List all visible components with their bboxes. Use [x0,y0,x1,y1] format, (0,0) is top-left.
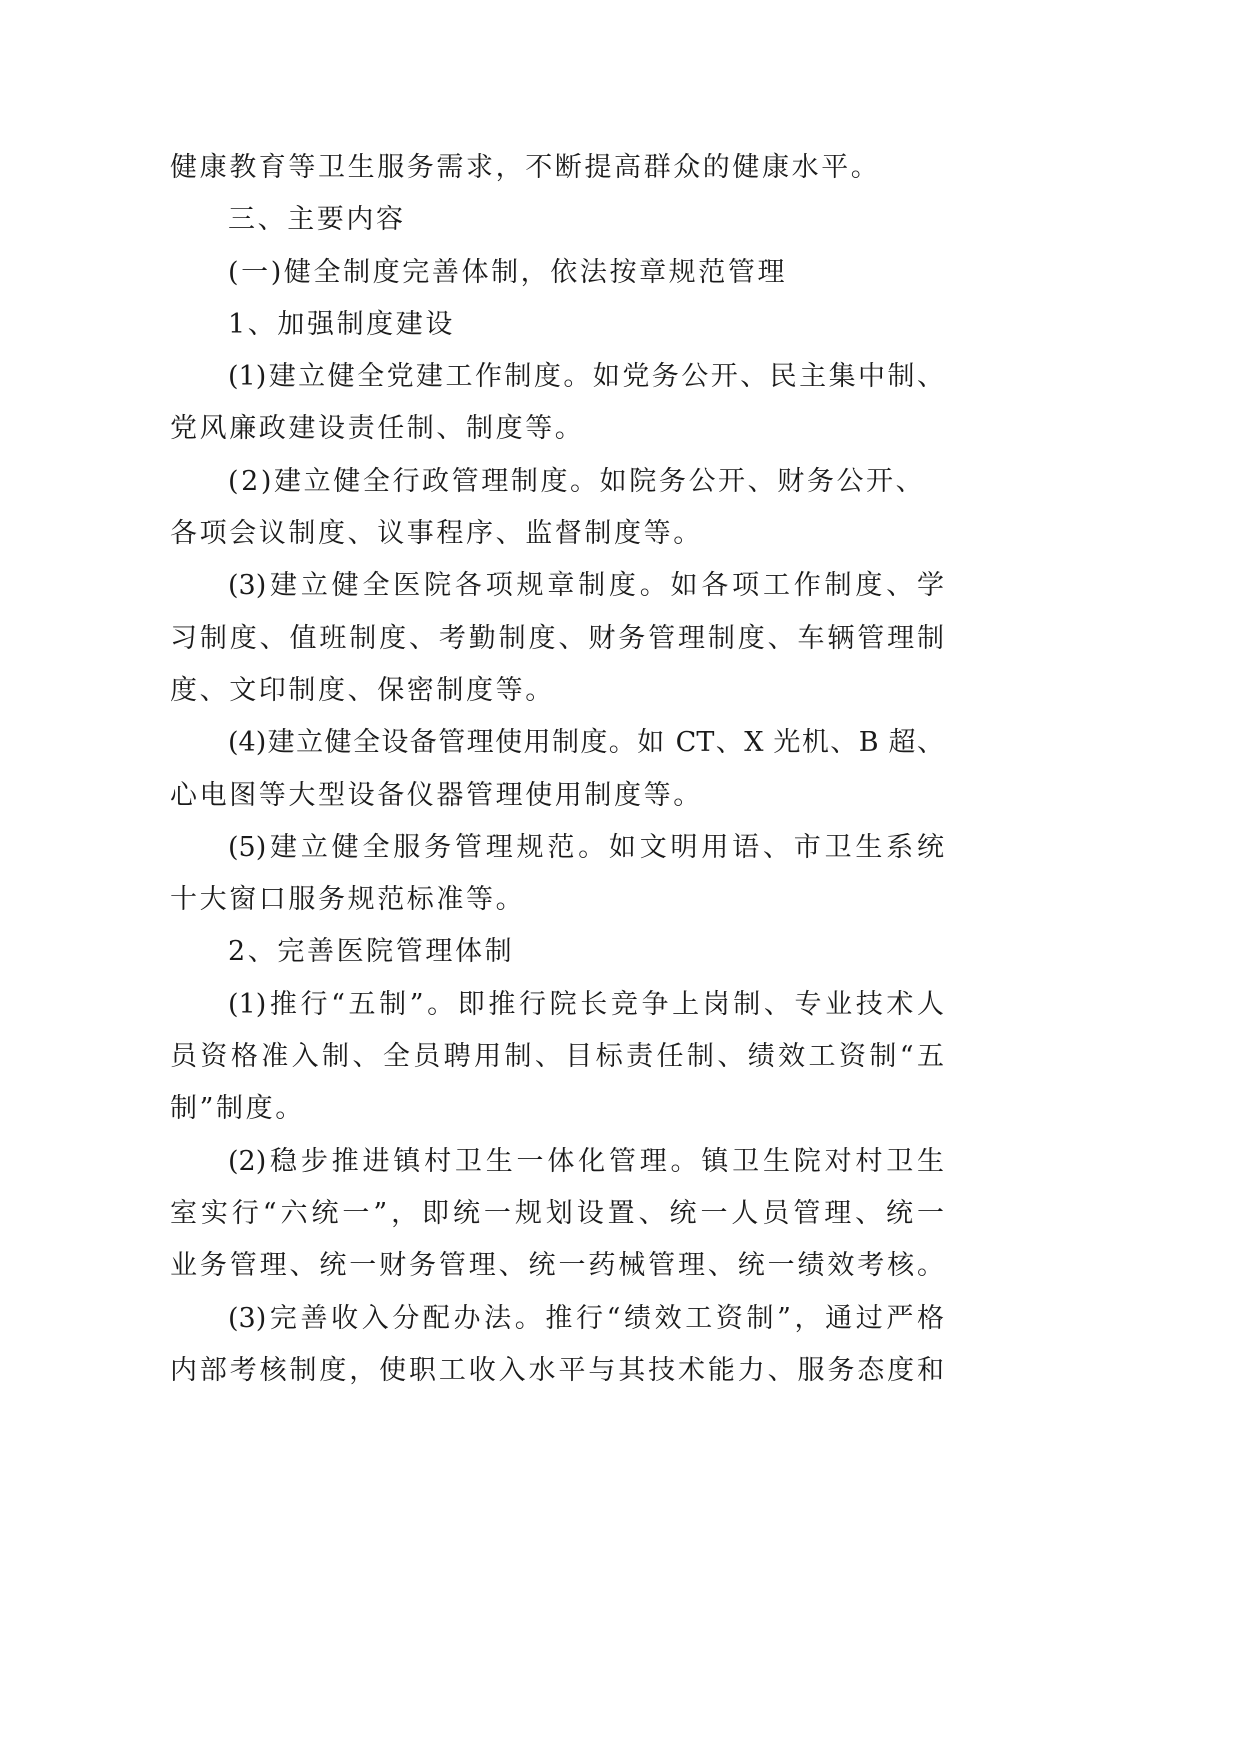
paragraph-line: (4)建立健全设备管理使用制度。如 CT、X 光机、B 超、 [228,727,944,759]
paragraph-line: 室实行“六统一”，即统一规划设置、统一人员管理、统一 [170,1197,944,1229]
paragraph-line: 制”制度。 [170,1093,305,1125]
subsection-heading: (一)健全制度完善体制，依法按章规范管理 [228,256,788,288]
paragraph-line: (2)稳步推进镇村卫生一体化管理。镇卫生院对村卫生 [228,1145,944,1177]
document-body [170,142,944,1397]
paragraph-line: (1)推行“五制”。即推行院长竞争上岗制、专业技术人 [228,988,944,1020]
paragraph-line: (2)建立健全行政管理制度。如院务公开、财务公开、 [228,465,926,497]
section-heading: 三、主要内容 [228,204,406,236]
paragraph-line: 各项会议制度、议事程序、监督制度等。 [170,518,703,550]
paragraph-line: 度、文印制度、保密制度等。 [170,674,555,706]
paragraph-line: (3)完善收入分配办法。推行“绩效工资制”，通过严格 [228,1302,944,1334]
paragraph-line: 十大窗口服务规范标准等。 [170,884,526,916]
paragraph-line: 党风廉政建设责任制、制度等。 [170,413,585,445]
item-heading: 2、完善医院管理体制 [228,936,515,968]
item-heading: 1、加强制度建设 [228,308,455,340]
paragraph-line: 内部考核制度，使职工收入水平与其技术能力、服务态度和 [170,1354,944,1386]
paragraph-line: 心电图等大型设备仪器管理使用制度等。 [170,779,703,811]
paragraph-line: (3)建立健全医院各项规章制度。如各项工作制度、学 [228,570,944,602]
paragraph-line: 员资格准入制、全员聘用制、目标责任制、绩效工资制“五 [170,1041,944,1073]
paragraph-line: 习制度、值班制度、考勤制度、财务管理制度、车辆管理制 [170,622,944,654]
paragraph-line: (5)建立健全服务管理规范。如文明用语、市卫生系统 [228,831,944,863]
paragraph-line: 健康教育等卫生服务需求，不断提高群众的健康水平。 [170,152,881,183]
paragraph-line: (1)建立健全党建工作制度。如党务公开、民主集中制、 [228,361,944,393]
paragraph-line: 业务管理、统一财务管理、统一药械管理、统一绩效考核。 [170,1250,944,1282]
